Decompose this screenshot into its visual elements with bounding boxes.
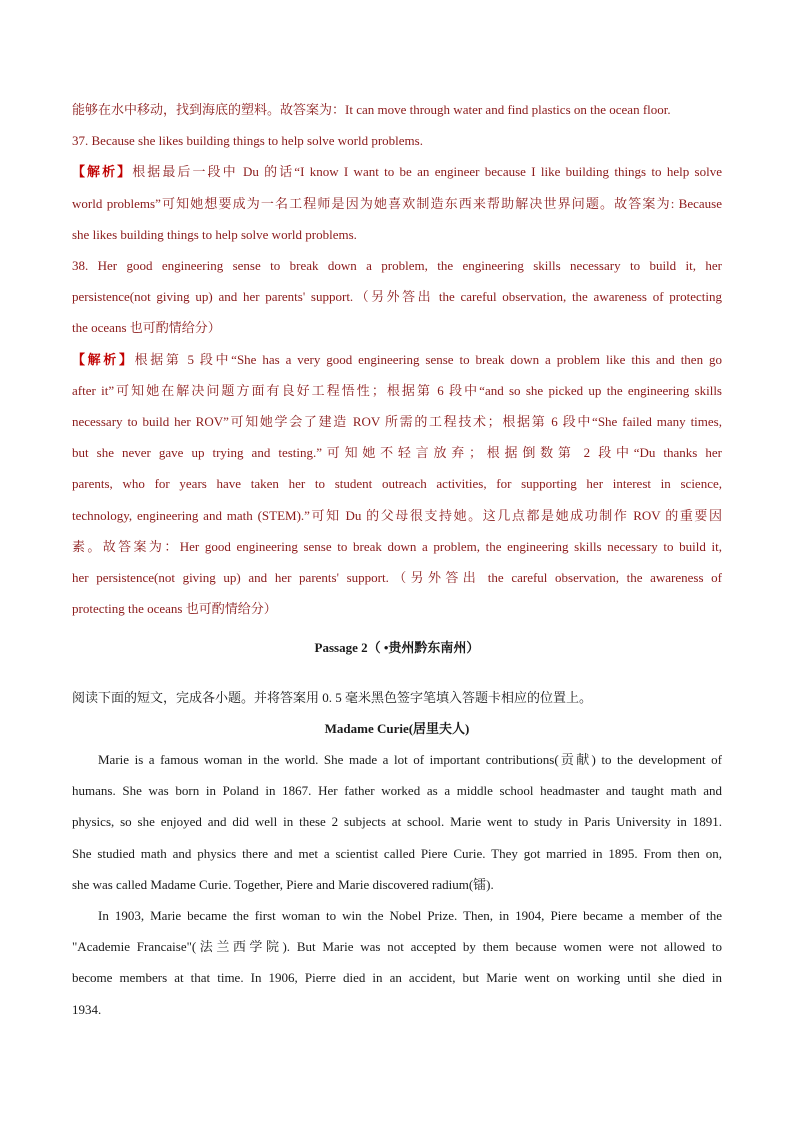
answer-explanation-block xyxy=(72,94,722,624)
line-text: Marie is a famous woman in the world. She made a lot of important contributions(贡献) to the development of xyxy=(98,752,722,768)
line-text: "Academie Francaise"(法兰西学院). But Marie was not accepted by them because women were not allowed to xyxy=(72,939,722,955)
line-text: 根据第 5 段中“She has a very good engineering sense to break down a problem like this and then go xyxy=(134,351,722,367)
passage-line xyxy=(72,900,722,931)
passage-line xyxy=(72,775,722,806)
line-text: she likes building things to help solve world problems. xyxy=(72,226,357,242)
line-text: physics, so she enjoyed and did well in these 2 subjects at school. Marie went to study in Paris University in 1891. xyxy=(72,814,722,830)
passage-line xyxy=(72,838,722,869)
answer-line xyxy=(72,344,722,375)
analysis-tag: 【解析】 xyxy=(72,351,135,367)
passage-line xyxy=(72,962,722,993)
passage-instruction: 阅读下面的短文，完成各小题。并将答案用 0. 5 毫米黑色签字笔填入答题卡相应的位置上。 xyxy=(72,689,593,705)
answer-line xyxy=(72,406,722,437)
answer-line xyxy=(72,312,722,343)
answer-line xyxy=(72,531,722,562)
answer-line xyxy=(72,437,722,468)
line-text: She studied math and physics there and met a scientist called Piere Curie. They got married in 1895. From then on, xyxy=(72,845,722,861)
answer-line xyxy=(72,468,722,499)
line-text: but she never gave up trying and testing.”可知她不轻言放弃；根据倒数第 2 段中“Du thanks her xyxy=(72,445,722,461)
line-text: after it”可知她在解决问题方面有良好工程悟性；根据第 6 段中“and so she picked up the engineering skills xyxy=(72,382,722,398)
line-text: humans. She was born in Poland in 1867. Her father worked as a middle school headmaster and taught math and xyxy=(72,783,722,799)
passage-line xyxy=(72,994,722,1025)
line-text: the oceans 也可酌情给分） xyxy=(72,320,221,336)
answer-line xyxy=(72,500,722,531)
line-text: 37. Because she likes building things to help solve world problems. xyxy=(72,133,423,149)
analysis-tag: 【解析】 xyxy=(72,164,133,180)
answer-line xyxy=(72,188,722,219)
line-text: 能够在水中移动，找到海底的塑料。故答案为：It can move through water and find plastics on the ocean floor. xyxy=(72,102,671,117)
line-text: necessary to build her ROV”可知她学会了建造 ROV 所需的工程技术；根据第 6 段中“She failed many times, xyxy=(72,414,722,430)
answer-line xyxy=(72,562,722,593)
passage-line xyxy=(72,931,722,962)
answer-line xyxy=(72,593,722,624)
answer-line xyxy=(72,250,722,281)
document-page xyxy=(72,94,722,1025)
line-text: world problems”可知她想要成为一名工程师是因为她喜欢制造东西来帮助解决世界问题。故答案为: Because xyxy=(72,195,722,211)
answer-line xyxy=(72,281,722,312)
answer-line xyxy=(72,156,722,187)
passage-body xyxy=(72,744,722,1025)
line-text: 素。故答案为：Her good engineering sense to break down a problem, the engineering skills necessary to build it, xyxy=(72,538,722,554)
line-text: 根据最后一段中 Du 的话“I know I want to be an engineer because I like building things to help solve xyxy=(132,164,722,180)
line-text: 1934. xyxy=(72,1001,102,1017)
passage-line xyxy=(72,806,722,837)
line-text: she was called Madame Curie. Together, Piere and Marie discovered radium(镭). xyxy=(72,876,494,892)
line-text: her persistence(not giving up) and her parents' support.（另外答出 the careful observation, the awareness of xyxy=(72,570,722,586)
line-text: technology, engineering and math (STEM).”可知 Du 的父母很支持她。这几点都是她成功制作 ROV 的重要因 xyxy=(72,507,722,523)
answer-line xyxy=(72,219,722,250)
line-text: protecting the oceans 也可酌情给分） xyxy=(72,601,277,617)
answer-line xyxy=(72,375,722,406)
spacer xyxy=(72,664,722,682)
answer-line xyxy=(72,94,722,125)
answer-line xyxy=(72,125,722,156)
line-text: 38. Her good engineering sense to break down a problem, the engineering skills necessary to build it, her xyxy=(72,258,722,274)
passage-heading: Passage 2（ •贵州黔东南州） xyxy=(314,640,480,656)
line-text: parents, who for years have taken her to student outreach activities, for supporting her interest in science, xyxy=(72,476,722,492)
passage-title: Madame Curie(居里夫人) xyxy=(324,720,470,736)
passage-line xyxy=(72,744,722,775)
line-text: In 1903, Marie became the first woman to win the Nobel Prize. Then, in 1904, Piere became a member of the xyxy=(98,908,722,924)
line-text: persistence(not giving up) and her parents' support.（另外答出 the careful observation, the awareness of protecting xyxy=(72,289,722,305)
passage-line xyxy=(72,869,722,900)
line-text: become members at that time. In 1906, Pierre died in an accident, but Marie went on working until she died in xyxy=(72,970,722,986)
